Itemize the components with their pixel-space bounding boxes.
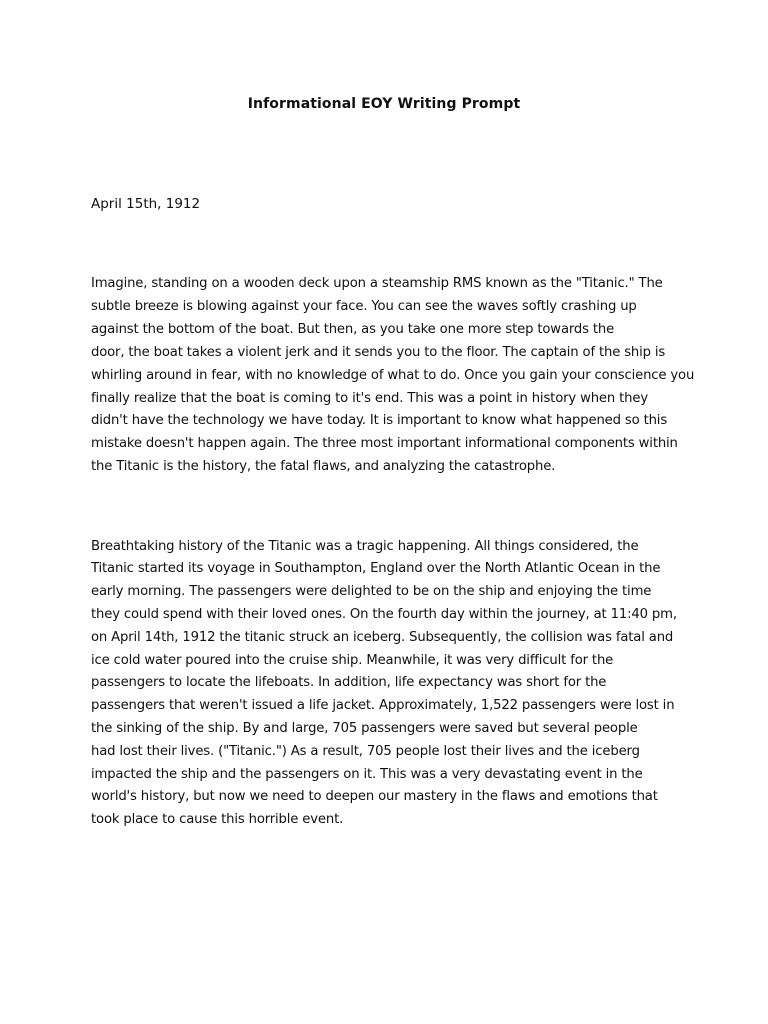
paragraph-line: finally realize that the boat is coming to it's end. This was a point in history when they bbox=[91, 391, 648, 406]
paragraph-line: whirling around in fear, with no knowledge of what to do. Once you gain your conscience you bbox=[91, 368, 695, 383]
paragraph-line: against the bottom of the boat. But then, as you take one more step towards the bbox=[91, 322, 615, 337]
paragraph-line: Titanic started its voyage in Southampton, England over the North Atlantic Ocean in the bbox=[91, 561, 661, 576]
paragraph-line: Imagine, standing on a wooden deck upon a steamship RMS known as the "Titanic." The bbox=[91, 276, 663, 291]
paragraph-line: mistake doesn't happen again. The three most important informational components within bbox=[91, 436, 678, 451]
paragraph-line: world's history, but now we need to deepen our mastery in the flaws and emotions that bbox=[91, 789, 658, 804]
paragraph-line: the sinking of the ship. By and large, 705 passengers were saved but several people bbox=[91, 721, 638, 736]
paragraph-line: on April 14th, 1912 the titanic struck an iceberg. Subsequently, the collision was fatal and bbox=[91, 630, 674, 645]
paragraph-line: passengers to locate the lifeboats. In addition, life expectancy was short for the bbox=[91, 675, 607, 690]
paragraph-line: Breathtaking history of the Titanic was a tragic happening. All things considered, the bbox=[91, 539, 639, 554]
paragraph-line: impacted the ship and the passengers on it. This was a very devastating event in the bbox=[91, 767, 643, 782]
paragraph-line: didn't have the technology we have today. It is important to know what happened so this bbox=[91, 413, 668, 428]
paragraph-line: they could spend with their loved ones. On the fourth day within the journey, at 11:40 pm, bbox=[91, 607, 677, 622]
paragraph-line: door, the boat takes a violent jerk and it sends you to the floor. The captain of the ship is bbox=[91, 345, 666, 360]
document-date: April 15th, 1912 bbox=[91, 196, 201, 212]
paragraph-line: subtle breeze is blowing against your face. You can see the waves softly crashing up bbox=[91, 299, 637, 314]
paragraph-line: the Titanic is the history, the fatal flaws, and analyzing the catastrophe. bbox=[91, 459, 556, 474]
paragraph-line: passengers that weren't issued a life jacket. Approximately, 1,522 passengers were lost in bbox=[91, 698, 675, 713]
paragraph-line: had lost their lives. ("Titanic.") As a result, 705 people lost their lives and the iceberg bbox=[91, 744, 640, 759]
paragraph-line: ice cold water poured into the cruise ship. Meanwhile, it was very difficult for the bbox=[91, 653, 614, 668]
document-title: Informational EOY Writing Prompt bbox=[247, 96, 521, 112]
paragraph-line: took place to cause this horrible event. bbox=[91, 812, 344, 827]
paragraph-line: early morning. The passengers were delighted to be on the ship and enjoying the time bbox=[91, 584, 652, 599]
